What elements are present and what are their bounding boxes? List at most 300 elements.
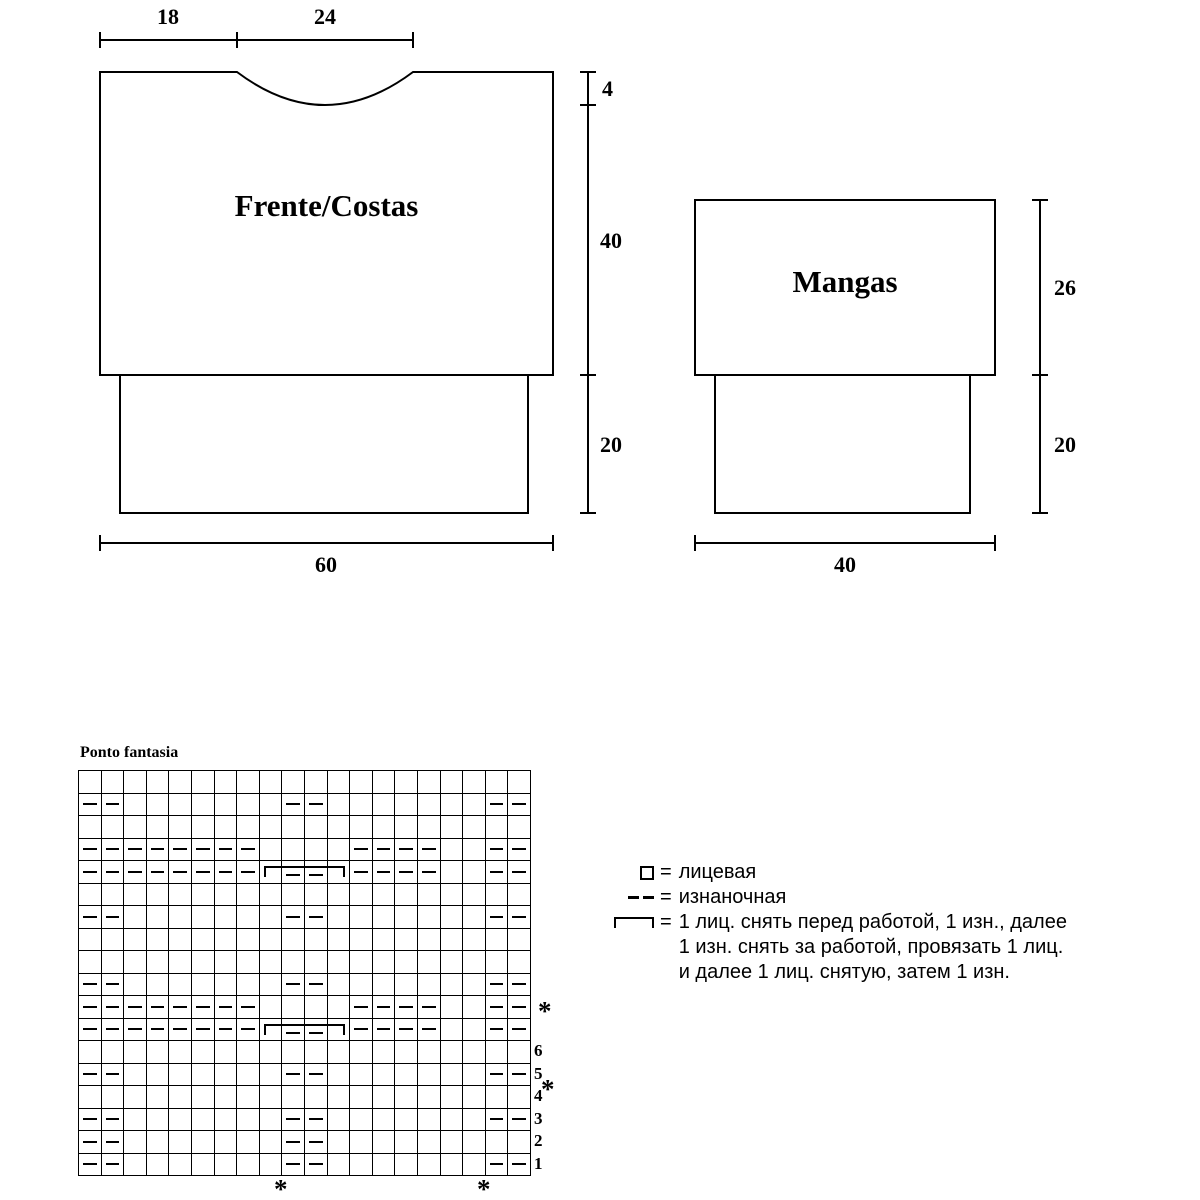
cable-cell [259, 1018, 282, 1041]
knit-cell [372, 973, 395, 996]
knit-cell [463, 1063, 486, 1086]
knit-cell [463, 793, 486, 816]
dim-body-rib-height: 20 [600, 432, 622, 457]
knit-cell [79, 1041, 102, 1064]
purl-cell [282, 1063, 305, 1086]
knit-cell [214, 771, 237, 794]
knit-cell [350, 793, 373, 816]
knit-cell [417, 816, 440, 839]
knit-cell [485, 1041, 508, 1064]
purl-cell [101, 793, 124, 816]
legend-item-knit [606, 860, 1067, 885]
knit-cell [304, 838, 327, 861]
knit-cell [508, 1041, 531, 1064]
knit-cell [350, 883, 373, 906]
knit-cell [191, 816, 214, 839]
purl-cell [304, 1153, 327, 1176]
front-back-label: Frente/Costas [234, 188, 419, 223]
purl-cell [101, 1131, 124, 1154]
row-number-5: 5 [534, 1063, 543, 1083]
equals-sign: = [660, 911, 672, 933]
purl-cell [508, 1018, 531, 1041]
knit-cell [191, 771, 214, 794]
knit-cell [259, 816, 282, 839]
knit-cell [440, 906, 463, 929]
knit-cell [282, 771, 305, 794]
knit-cell [350, 1041, 373, 1064]
knit-cell [395, 1063, 418, 1086]
knit-cell [372, 1063, 395, 1086]
knit-cell [237, 928, 260, 951]
knit-cell [327, 906, 350, 929]
purl-cell [79, 1063, 102, 1086]
purl-cell [485, 838, 508, 861]
repeat-asterisk-bottom-left: * [274, 1174, 288, 1200]
legend-cable-line-3: и далее 1 лиц. снятую, затем 1 изн. [678, 961, 1010, 983]
purl-cell [237, 1018, 260, 1041]
knit-cell [327, 883, 350, 906]
purl-cell [282, 1108, 305, 1131]
purl-cell [282, 1153, 305, 1176]
knit-cell [463, 838, 486, 861]
knit-cell [440, 1131, 463, 1154]
knit-cell [327, 771, 350, 794]
sleeve-right-dim-line [1032, 200, 1048, 513]
row-number-6: 6 [534, 1041, 543, 1060]
dim-shoulder-width: 18 [157, 4, 179, 29]
purl-cell [214, 996, 237, 1019]
knit-cell [124, 1086, 147, 1109]
knit-cell [124, 1131, 147, 1154]
purl-cell [508, 996, 531, 1019]
knit-cell [237, 1041, 260, 1064]
knit-cell [304, 1041, 327, 1064]
knit-cell [395, 816, 418, 839]
knit-cell [191, 1063, 214, 1086]
cable-cell [327, 861, 350, 884]
chart-row [79, 1131, 531, 1154]
knit-cell [237, 771, 260, 794]
knit-cell [237, 1108, 260, 1131]
purl-cell [372, 996, 395, 1019]
purl-cell [237, 996, 260, 1019]
knit-cell [146, 816, 169, 839]
knit-cell [463, 1086, 486, 1109]
knit-cell [350, 771, 373, 794]
knit-cell [350, 1131, 373, 1154]
knit-cell [440, 883, 463, 906]
knit-cell [214, 906, 237, 929]
knit-cell [463, 996, 486, 1019]
purl-cell [508, 973, 531, 996]
purl-cell [214, 861, 237, 884]
stitch-chart-title: Ponto fantasia [80, 744, 179, 761]
legend-knit-label: лицевая [678, 861, 757, 883]
legend [606, 860, 1067, 985]
knit-cell [259, 951, 282, 974]
knit-cell [508, 816, 531, 839]
purl-cell [101, 973, 124, 996]
cable-cell [327, 1018, 350, 1041]
chart-row [79, 816, 531, 839]
knit-cell [372, 793, 395, 816]
knit-cell [214, 793, 237, 816]
purl-cell [282, 906, 305, 929]
knit-cell [169, 951, 192, 974]
knit-cell [146, 1063, 169, 1086]
knit-cell [259, 1086, 282, 1109]
knit-cell [259, 838, 282, 861]
purl-cell [101, 1108, 124, 1131]
knit-cell [304, 771, 327, 794]
purl-cell [191, 861, 214, 884]
cable-cell [304, 1018, 327, 1041]
knit-cell [214, 928, 237, 951]
purl-cell [417, 838, 440, 861]
cable-cell [259, 861, 282, 884]
knit-cell [259, 906, 282, 929]
chart-row [79, 861, 531, 884]
knit-cell [485, 928, 508, 951]
knit-cell [191, 1131, 214, 1154]
knit-cell [124, 1153, 147, 1176]
purl-cell [485, 861, 508, 884]
purl-cell [304, 906, 327, 929]
knit-cell [282, 883, 305, 906]
knit-cell [350, 951, 373, 974]
knit-cell [259, 1063, 282, 1086]
knit-cell [146, 883, 169, 906]
purl-cell [237, 861, 260, 884]
front-back-ribbing-outline [120, 375, 528, 513]
sleeve-bottom-dim-line [695, 535, 995, 551]
knit-cell [463, 1153, 486, 1176]
equals-sign: = [660, 886, 672, 908]
knit-cell [327, 1063, 350, 1086]
knit-cell [79, 771, 102, 794]
knit-cell [350, 906, 373, 929]
knit-cell [395, 928, 418, 951]
knit-cell [417, 793, 440, 816]
purl-cell [79, 973, 102, 996]
chart-row [79, 838, 531, 861]
cable-cell [282, 861, 305, 884]
knit-cell [214, 883, 237, 906]
knit-cell [259, 771, 282, 794]
purl-cell [304, 973, 327, 996]
purl-cell [485, 793, 508, 816]
knit-cell [350, 1063, 373, 1086]
knit-cell [169, 906, 192, 929]
knit-cell [463, 928, 486, 951]
purl-cell [146, 861, 169, 884]
knit-cell [327, 838, 350, 861]
purl-cell [395, 996, 418, 1019]
dim-sleeve-width: 40 [834, 552, 856, 577]
purl-cell [282, 793, 305, 816]
knit-cell [79, 816, 102, 839]
purl-cell [169, 861, 192, 884]
knit-cell [191, 883, 214, 906]
knit-cell [372, 883, 395, 906]
cable-cell [304, 861, 327, 884]
knit-cell [440, 771, 463, 794]
knit-cell [395, 951, 418, 974]
knit-cell [214, 1041, 237, 1064]
legend-purl-label: изнаночная [678, 886, 787, 908]
knit-cell [237, 1131, 260, 1154]
purl-cell [79, 996, 102, 1019]
purl-cell [101, 838, 124, 861]
knit-cell [417, 1063, 440, 1086]
purl-cell [485, 906, 508, 929]
knit-cell [372, 1131, 395, 1154]
knit-cell [440, 973, 463, 996]
knit-cell [79, 928, 102, 951]
knit-cell [327, 1131, 350, 1154]
legend-item-purl [606, 885, 1067, 910]
legend-item-cable [606, 910, 1067, 985]
knit-cell [350, 973, 373, 996]
chart-row [79, 883, 531, 906]
purl-cell [508, 838, 531, 861]
knit-cell [304, 883, 327, 906]
knit-cell [146, 1086, 169, 1109]
purl-cell [237, 838, 260, 861]
knit-cell [395, 1086, 418, 1109]
knit-cell [169, 928, 192, 951]
knit-cell [124, 793, 147, 816]
knit-cell [259, 883, 282, 906]
front-back-bottom-dim-line [100, 535, 553, 551]
knit-cell [146, 793, 169, 816]
cable-stitch-icon [614, 917, 654, 928]
knit-cell [395, 1131, 418, 1154]
knit-cell [417, 1108, 440, 1131]
knit-cell [440, 928, 463, 951]
purl-cell [304, 1131, 327, 1154]
repeat-asterisk-right-top: * [538, 996, 552, 1026]
dim-sleeve-rib-height: 20 [1054, 432, 1076, 457]
knit-cell [124, 973, 147, 996]
knit-cell [508, 928, 531, 951]
knit-cell [214, 1086, 237, 1109]
knit-cell [101, 951, 124, 974]
purl-cell [124, 996, 147, 1019]
purl-cell [508, 1063, 531, 1086]
knit-cell [169, 771, 192, 794]
knit-cell [259, 973, 282, 996]
purl-cell [304, 1063, 327, 1086]
knit-cell [124, 906, 147, 929]
knit-cell [350, 928, 373, 951]
knit-cell [417, 951, 440, 974]
knit-cell [304, 1086, 327, 1109]
knit-cell [395, 1108, 418, 1131]
knit-cell [146, 906, 169, 929]
knit-cell [327, 951, 350, 974]
knit-cell [237, 906, 260, 929]
knit-cell [169, 1041, 192, 1064]
knit-cell [463, 883, 486, 906]
purl-cell [169, 1018, 192, 1041]
knit-cell [146, 1131, 169, 1154]
knit-cell [191, 1041, 214, 1064]
purl-cell [508, 1153, 531, 1176]
front-back-right-dim-line [580, 72, 596, 513]
knit-cell [395, 883, 418, 906]
knit-cell [372, 1041, 395, 1064]
knit-cell [237, 1063, 260, 1086]
knit-cell [508, 951, 531, 974]
knit-cell [101, 928, 124, 951]
knit-cell [440, 1041, 463, 1064]
purl-stitch-icon [628, 896, 639, 899]
purl-cell [350, 996, 373, 1019]
chart-row [79, 1063, 531, 1086]
purl-cell [372, 838, 395, 861]
knit-cell [372, 1086, 395, 1109]
purl-cell [304, 1108, 327, 1131]
purl-cell [191, 1018, 214, 1041]
knit-cell [169, 1153, 192, 1176]
knit-stitch-icon [640, 866, 654, 880]
knit-cell [304, 951, 327, 974]
purl-cell [372, 861, 395, 884]
knit-cell [440, 1153, 463, 1176]
knit-cell [304, 996, 327, 1019]
knit-cell [146, 1153, 169, 1176]
purl-cell [350, 861, 373, 884]
purl-cell [508, 906, 531, 929]
knit-cell [191, 1086, 214, 1109]
purl-cell [372, 1018, 395, 1041]
knit-cell [463, 1108, 486, 1131]
chart-row [79, 793, 531, 816]
knit-cell [417, 1041, 440, 1064]
purl-cell [508, 793, 531, 816]
purl-cell [79, 906, 102, 929]
knit-cell [237, 951, 260, 974]
purl-cell [79, 861, 102, 884]
knit-cell [485, 816, 508, 839]
knit-cell [395, 771, 418, 794]
chart-row [79, 1108, 531, 1131]
knit-cell [417, 1086, 440, 1109]
knit-cell [372, 928, 395, 951]
purl-cell [508, 1108, 531, 1131]
knit-cell [124, 1063, 147, 1086]
knit-cell [304, 816, 327, 839]
chart-row [79, 1018, 531, 1041]
knit-cell [417, 883, 440, 906]
knit-cell [169, 973, 192, 996]
purl-cell [350, 838, 373, 861]
knit-cell [191, 973, 214, 996]
knit-cell [463, 771, 486, 794]
purl-cell [101, 1153, 124, 1176]
purl-cell [282, 973, 305, 996]
knit-cell [282, 838, 305, 861]
chart-row [79, 928, 531, 951]
knit-cell [169, 793, 192, 816]
knit-cell [101, 883, 124, 906]
knit-cell [169, 1108, 192, 1131]
knit-cell [146, 951, 169, 974]
knit-cell [463, 1041, 486, 1064]
knit-cell [327, 793, 350, 816]
purl-cell [101, 906, 124, 929]
knit-cell [372, 906, 395, 929]
purl-cell [169, 838, 192, 861]
knit-cell [372, 816, 395, 839]
purl-cell [395, 861, 418, 884]
purl-cell [79, 838, 102, 861]
knit-cell [417, 928, 440, 951]
row-number-2: 2 [534, 1131, 543, 1151]
knit-cell [169, 1086, 192, 1109]
equals-sign: = [660, 861, 672, 883]
legend-cable-line-2: 1 изн. снять за работой, провязать 1 лиц. [678, 936, 1064, 958]
knit-cell [327, 1086, 350, 1109]
knit-cell [191, 1108, 214, 1131]
knit-cell [485, 951, 508, 974]
dim-neck-depth: 4 [602, 76, 613, 101]
knit-cell [101, 1041, 124, 1064]
repeat-asterisk-bottom-right: * [477, 1174, 491, 1200]
knit-cell [440, 1086, 463, 1109]
purl-cell [101, 1063, 124, 1086]
knit-cell [191, 906, 214, 929]
knit-cell [372, 1108, 395, 1131]
sleeve-ribbing-outline [715, 375, 970, 513]
knit-cell [440, 838, 463, 861]
purl-cell [508, 861, 531, 884]
knit-cell [350, 1108, 373, 1131]
knit-cell [440, 951, 463, 974]
knit-cell [327, 1108, 350, 1131]
purl-cell [417, 861, 440, 884]
knit-cell [146, 928, 169, 951]
knit-cell [124, 771, 147, 794]
knit-cell [417, 1153, 440, 1176]
knit-cell [395, 1041, 418, 1064]
knit-cell [79, 951, 102, 974]
knit-cell [214, 1063, 237, 1086]
knit-cell [327, 816, 350, 839]
purl-cell [395, 838, 418, 861]
knit-cell [463, 973, 486, 996]
front-back-top-dim-line [100, 32, 413, 48]
knit-cell [237, 816, 260, 839]
knit-cell [440, 1063, 463, 1086]
purl-cell [282, 1131, 305, 1154]
chart-row [79, 973, 531, 996]
knit-cell [350, 816, 373, 839]
legend-cable-line-1: 1 лиц. снять перед работой, 1 изн., далее [678, 911, 1067, 933]
knit-cell [259, 1131, 282, 1154]
purl-cell [79, 1108, 102, 1131]
knit-cell [350, 1153, 373, 1176]
knit-cell [304, 928, 327, 951]
purl-cell [485, 1018, 508, 1041]
knit-cell [237, 883, 260, 906]
knit-cell [395, 1153, 418, 1176]
knit-cell [169, 816, 192, 839]
knit-cell [508, 883, 531, 906]
knit-cell [440, 996, 463, 1019]
knit-cell [214, 973, 237, 996]
